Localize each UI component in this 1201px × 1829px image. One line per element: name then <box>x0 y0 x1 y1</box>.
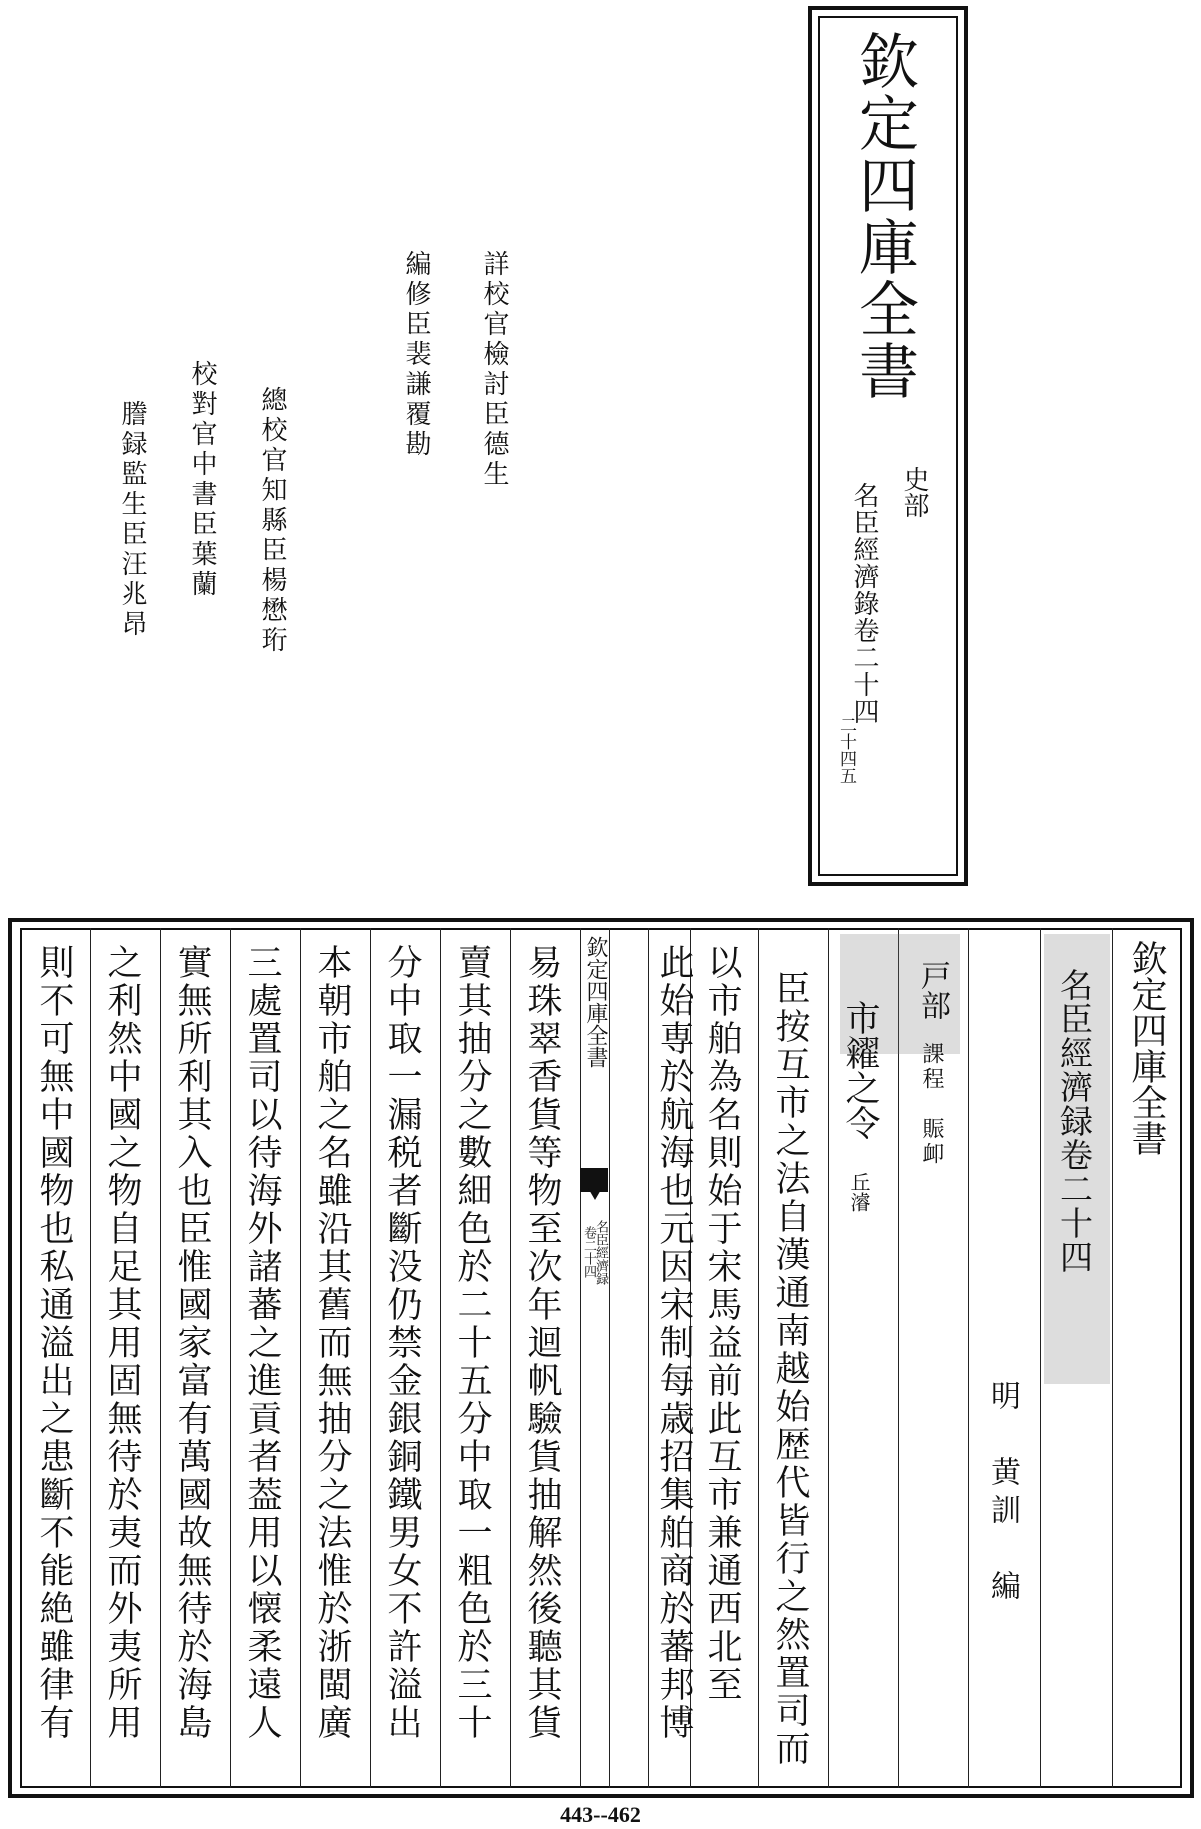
collection-title: 欽定四庫全書 <box>849 30 919 402</box>
page-header-title: 欽定四庫全書 <box>1126 940 1167 1156</box>
body-text-column: 本朝市舶之名雖沿其舊而無抽分之法惟於浙閩廣 <box>312 944 352 1742</box>
volume-sub-label: 二十四五 <box>836 716 856 784</box>
body-text-column: 實無所利其入也臣惟國家富有萬國故無待於海島 <box>172 944 212 1742</box>
subsection-label: 課程 賑卹 <box>919 1042 944 1167</box>
fold-header: 欽定四庫全書 <box>583 936 608 1068</box>
column-rule <box>160 928 161 1788</box>
body-text-column: 此始専於航海也元因宋制每歳招集舶商於蕃邦博 <box>654 944 694 1742</box>
official-line-4: 校對官中書臣葉蘭 <box>187 360 217 600</box>
body-text-column: 三處置司以待海外諸蕃之進貢者葢用以懐柔遠人 <box>242 944 282 1742</box>
column-rule <box>370 928 371 1788</box>
column-rule <box>968 928 969 1788</box>
column-rule <box>758 928 759 1788</box>
body-text-column: 賣其抽分之數細色於二十五分中取一粗色於三十 <box>452 944 492 1742</box>
page-number-footer: 443--462 <box>560 1802 641 1827</box>
official-line-3: 總校官知縣臣楊懋珩 <box>257 386 287 656</box>
body-text-column: 以市舶為名則始于宋馬益前此互市兼通西北至 <box>702 944 742 1704</box>
topic-heading: 市糴之令 <box>840 1000 880 1140</box>
official-line-1: 詳校官檢討臣德生 <box>479 250 509 490</box>
column-rule <box>510 928 511 1788</box>
volume-label: 名臣經濟錄卷二十四 <box>849 482 879 725</box>
volume-heading: 名臣經濟録卷二十四 <box>1055 968 1094 1274</box>
topic-author: 丘濬 <box>847 1172 871 1212</box>
column-rule <box>440 928 441 1788</box>
column-rule <box>648 928 649 1788</box>
body-text-column: 臣按互市之法自漢通南越始歴代皆行之然置司而 <box>770 970 810 1768</box>
official-line-5: 謄録監生臣汪兆昂 <box>117 400 147 640</box>
official-line-2: 編修臣裴謙覆勘 <box>401 250 431 460</box>
section-label: 戸部 <box>915 960 950 1020</box>
author-line: 明 黄訓 編 <box>985 1380 1020 1608</box>
fold-volume: 卷二十四 <box>581 1226 596 1278</box>
category-label: 史部 <box>899 466 929 518</box>
body-text-column: 則不可無中國物也私通溢出之患斷不能絶雖律有 <box>34 944 74 1742</box>
column-rule <box>1040 928 1041 1788</box>
column-rule <box>90 928 91 1788</box>
column-rule <box>898 928 899 1788</box>
body-text-column: 分中取一漏税者斷没仍禁金銀銅鐵男女不許溢出 <box>382 944 422 1742</box>
column-rule <box>1112 928 1113 1788</box>
fold-fishtail-arrow <box>588 1188 602 1200</box>
column-rule <box>300 928 301 1788</box>
column-rule <box>230 928 231 1788</box>
body-text-column: 易珠翠香貨等物至次年迴帆驗貨抽解然後聽其貨 <box>522 944 562 1742</box>
body-text-column: 之利然中國之物自足其用固無待於夷而外夷所用 <box>102 944 142 1742</box>
fold-title: 名臣經濟録 <box>593 1220 608 1285</box>
column-rule <box>828 928 829 1788</box>
